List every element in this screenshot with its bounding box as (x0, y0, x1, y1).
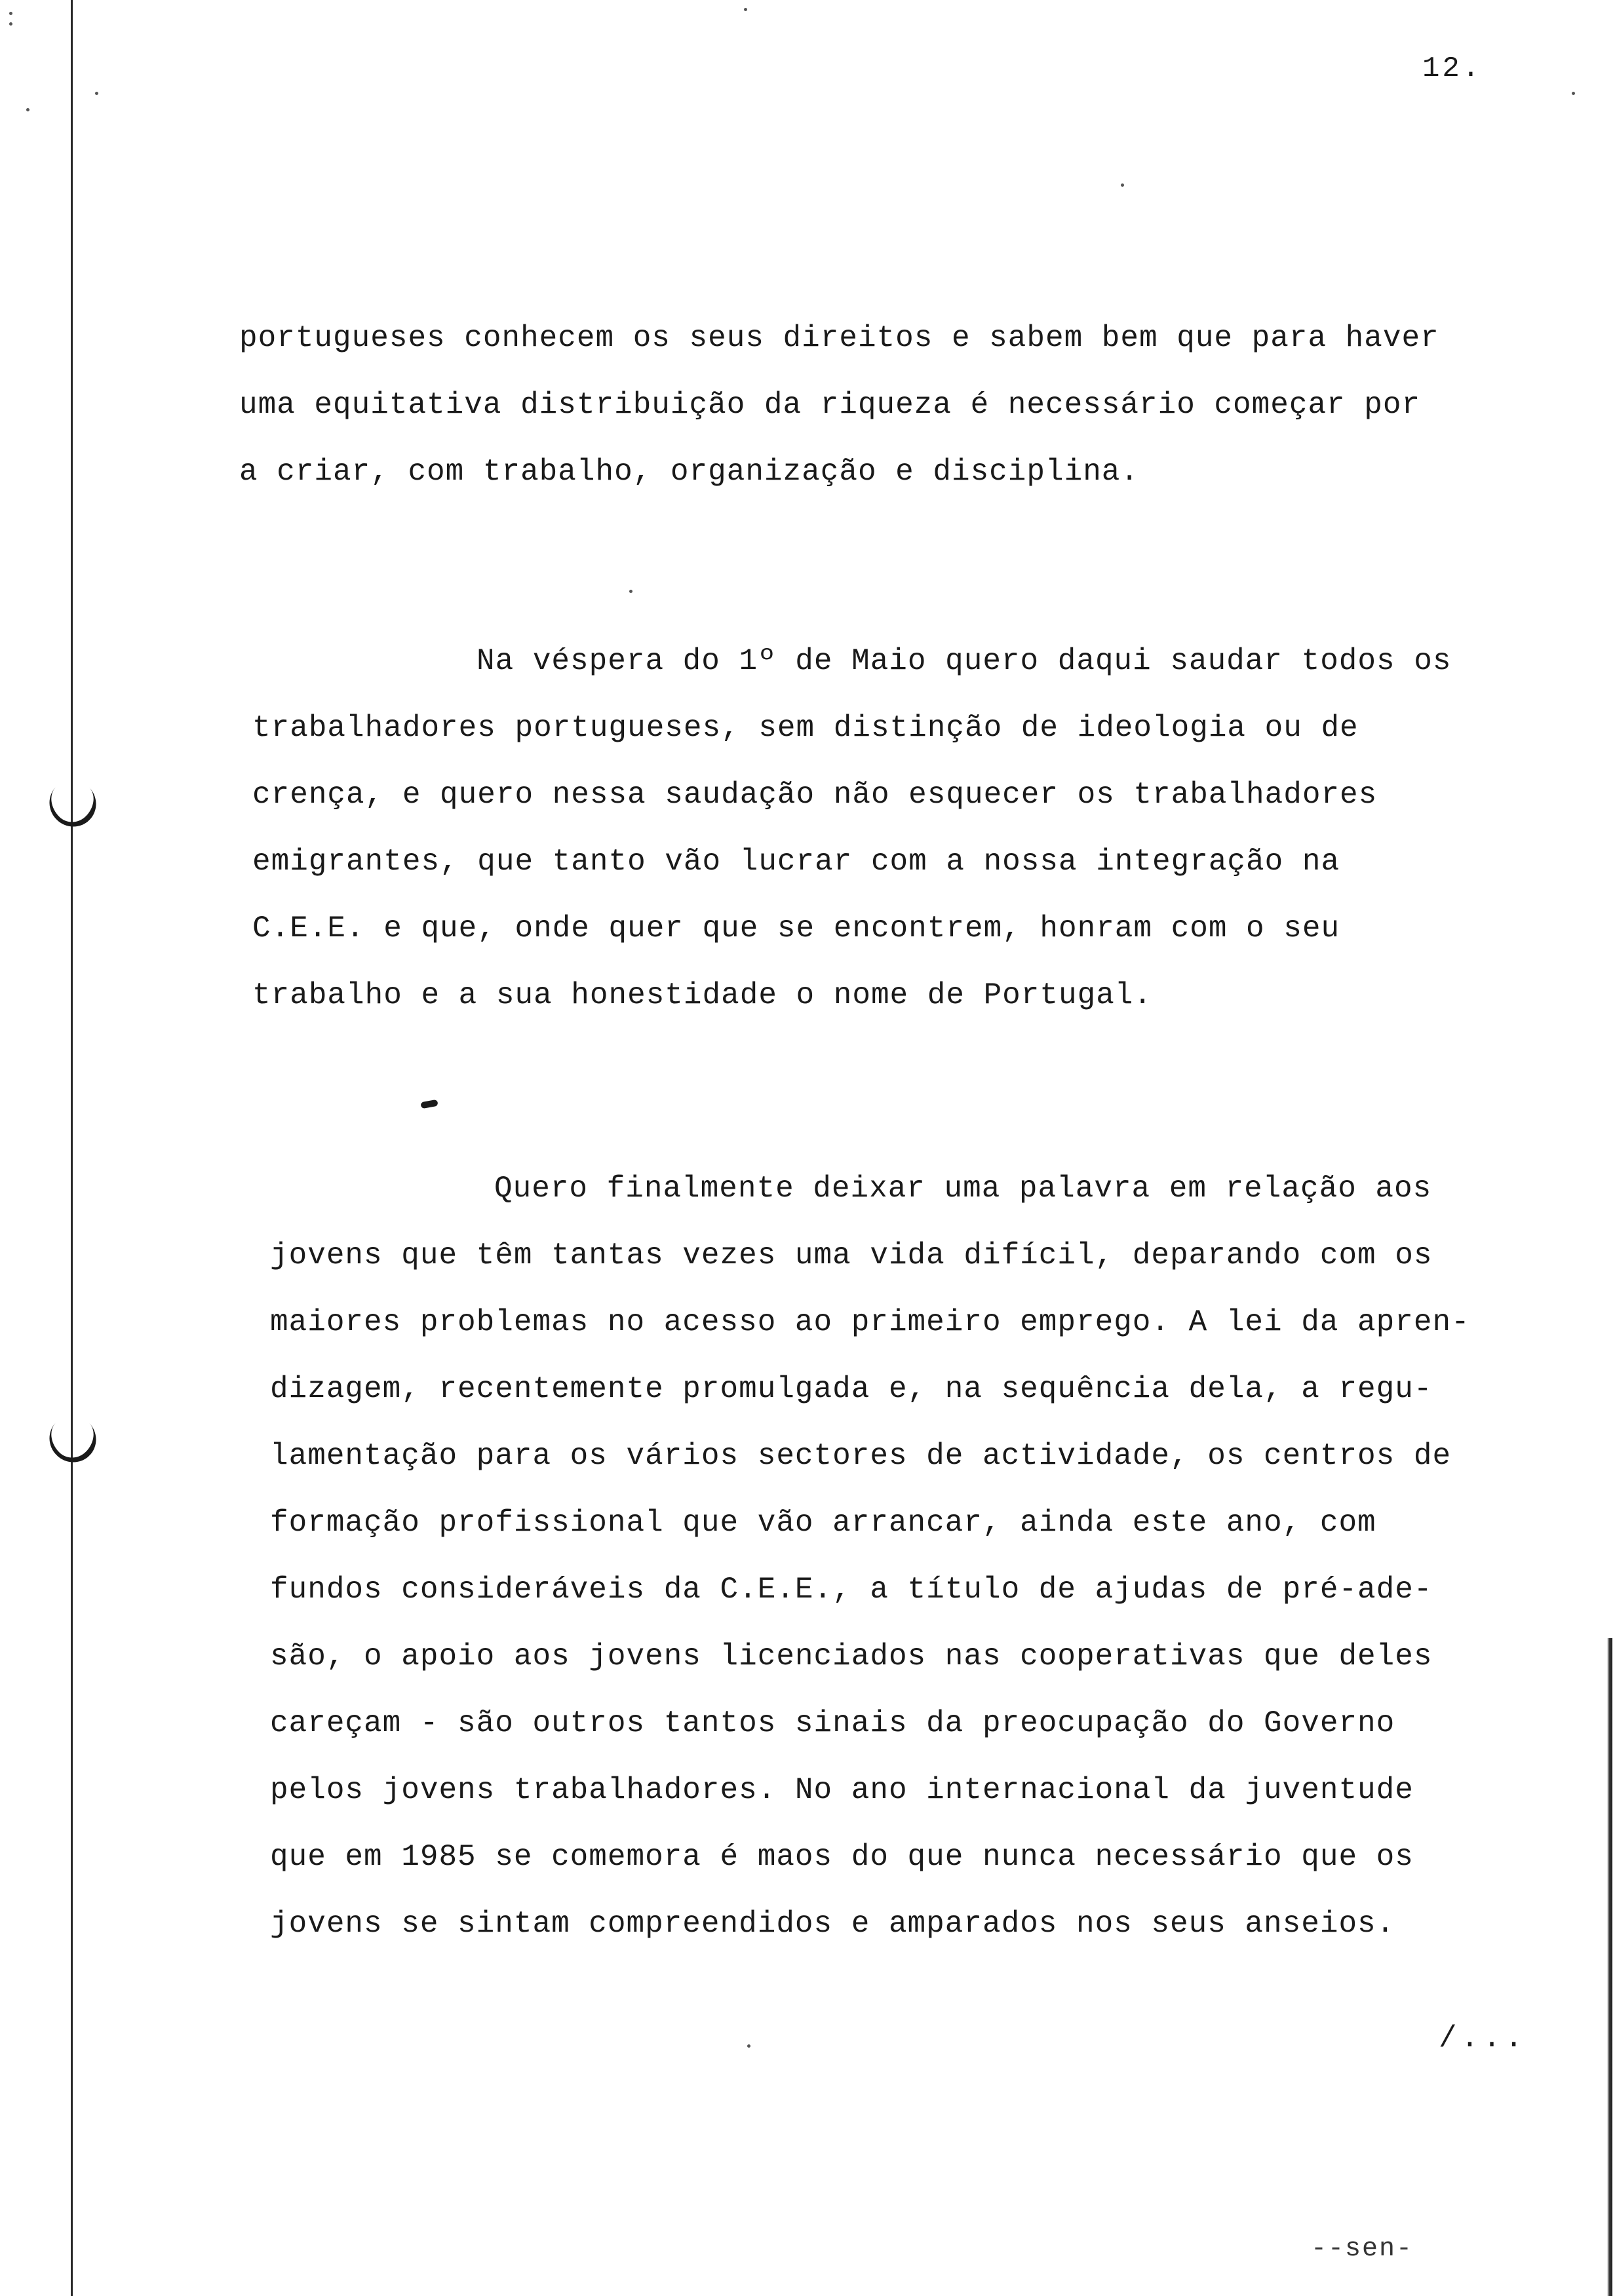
scan-speck (744, 8, 747, 11)
paragraph-youth (270, 1155, 1571, 1957)
paragraph-continuation (239, 305, 1540, 505)
footer-mark: --sen- (1311, 2234, 1414, 2264)
text-line: emigrantes, que tanto vão lucrar com a nossa integração na (252, 845, 1340, 879)
text-line: careçam - são outros tantos sinais da preocupação do Governo (270, 1706, 1395, 1740)
scan-speck (26, 108, 29, 111)
text-line: dizagem, recentemente promulgada e, na sequência dela, a regu- (270, 1372, 1433, 1406)
text-line: pelos jovens trabalhadores. No ano internacional da juventude (270, 1773, 1414, 1807)
text-line: que em 1985 se comemora é maos do que nunca necessário que os (270, 1840, 1414, 1874)
text-line: jovens que têm tantas vezes uma vida difícil, deparando com os (270, 1238, 1433, 1272)
page-number: 12. (1422, 52, 1483, 85)
text-line: formação profissional que vão arrancar, ainda este ano, com (270, 1506, 1376, 1540)
text-line: lamentação para os vários sectores de actividade, os centros de (270, 1439, 1452, 1473)
scan-speck (9, 12, 12, 15)
text-line: C.E.E. e que, onde quer que se encontrem, honram com o seu (252, 911, 1340, 946)
scan-speck (747, 2044, 750, 2048)
binding-line (71, 0, 73, 2296)
text-line: jovens se sintam compreendidos e amparados nos seus anseios. (270, 1907, 1395, 1941)
page-right-edge-shadow (1607, 1638, 1612, 2296)
text-line: crença, e quero nessa saudação não esquecer os trabalhadores (252, 778, 1378, 812)
continuation-mark: /... (1439, 2021, 1527, 2056)
text-line: Quero finalmente deixar uma palavra em relação aos (494, 1172, 1432, 1206)
text-line: são, o apoio aos jovens licenciados nas cooperativas que deles (270, 1639, 1433, 1674)
scan-speck (629, 590, 632, 593)
punch-hole-mark-bottom (40, 1406, 106, 1472)
ink-dash-mark (420, 1100, 438, 1109)
text-line: Na véspera do 1º de Maio quero daqui saudar todos os (477, 644, 1452, 678)
text-line: portugueses conhecem os seus direitos e sabem bem que para haver (239, 321, 1439, 355)
punch-hole-mark-top (40, 771, 106, 836)
scan-speck (95, 92, 98, 95)
scan-speck (9, 22, 12, 26)
text-line: maiores problemas no acesso ao primeiro emprego. A lei da apren- (270, 1305, 1470, 1339)
text-line: a criar, com trabalho, organização e disciplina. (239, 455, 1140, 489)
text-line: fundos consideráveis da C.E.E., a título de ajudas de pré-ade- (270, 1573, 1433, 1607)
paragraph-workers-greeting (252, 628, 1553, 1029)
text-line: trabalhadores portugueses, sem distinção de ideologia ou de (252, 711, 1359, 745)
text-line: trabalho e a sua honestidade o nome de Portugal. (252, 978, 1153, 1012)
text-line: uma equitativa distribuição da riqueza é necessário começar por (239, 388, 1421, 422)
scan-speck (1121, 183, 1124, 187)
scan-speck (1572, 92, 1575, 95)
